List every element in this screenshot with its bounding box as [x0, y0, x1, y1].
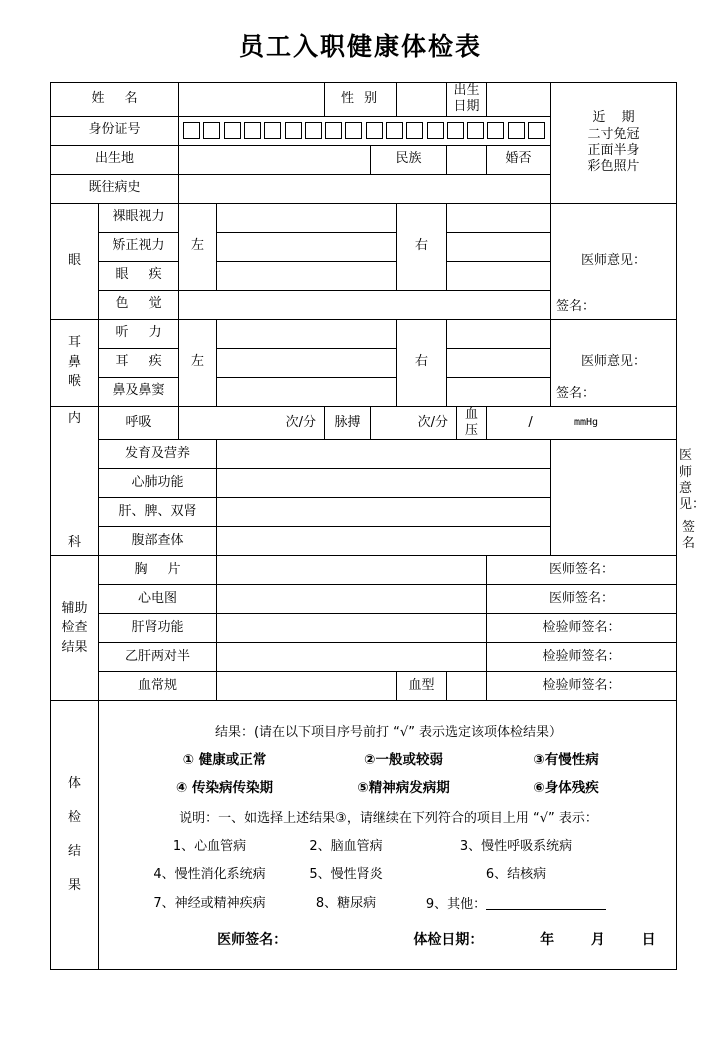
conclusion-signature-row: [101, 932, 674, 950]
respiration-label: 呼吸: [99, 406, 179, 440]
section-label-conclusion: [51, 701, 99, 970]
ent-nose-sinus-right-value[interactable]: [447, 377, 551, 406]
id-digit-box[interactable]: [386, 122, 403, 139]
internal-signature-label: 签名: [682, 519, 696, 551]
disease-option-4[interactable]: 4、慢性消化系统病: [153, 867, 266, 883]
blood-routine-signature[interactable]: 检验师签名：: [487, 672, 677, 701]
ecg-label: 心电图: [99, 585, 217, 614]
medical-history-label: 既往病史: [51, 174, 179, 203]
ent-hearing-left-value[interactable]: [217, 319, 397, 348]
id-digit-box[interactable]: [427, 122, 444, 139]
conclusion-content: [99, 701, 677, 970]
month-label: 月: [590, 931, 605, 948]
eye-color-vision-label: 色 觉: [99, 290, 179, 319]
liver-spleen-kidneys-label: 肝、脾、双肾: [99, 498, 217, 527]
gender-label: 性 别: [325, 83, 397, 117]
id-digit-box[interactable]: [325, 122, 342, 139]
internal-label-top: 内: [67, 410, 81, 426]
conclusion-label-char-3: 结: [67, 844, 81, 859]
cardiopulmonary-label: 心肺功能: [99, 469, 217, 498]
row-abdominal-exam: [51, 527, 677, 556]
ent-label-char-3: 喉: [67, 374, 81, 390]
conclusion-label-char-2: 检: [67, 810, 81, 826]
id-digit-box[interactable]: [487, 122, 504, 139]
ent-nose-sinus-label: 鼻及鼻窦: [99, 377, 179, 406]
disease-option-5[interactable]: 5、慢性肾炎: [309, 867, 383, 883]
row-development-nutrition: [51, 440, 677, 469]
id-digit-box[interactable]: [528, 122, 545, 139]
id-digit-box[interactable]: [183, 122, 200, 139]
disease-option-9-label: 9、其他：: [425, 896, 487, 912]
conclusion-label-char-4: 果: [67, 877, 81, 893]
liver-kidney-function-signature[interactable]: 检验师签名：: [487, 614, 677, 643]
id-digit-box[interactable]: [345, 122, 362, 139]
id-digit-box[interactable]: [264, 122, 281, 139]
id-number-boxes[interactable]: [179, 116, 551, 145]
ent-ear-disease-label: 耳 疾: [99, 348, 179, 377]
ent-doctor-opinion[interactable]: [551, 319, 677, 406]
disease-option-9[interactable]: [416, 896, 616, 913]
row-cardiopulmonary: [51, 469, 677, 498]
id-digit-box[interactable]: [447, 122, 464, 139]
result-option-1[interactable]: ① 健康或正常: [182, 752, 267, 768]
ethnicity-label: 民族: [371, 145, 447, 174]
pulse-unit[interactable]: 次/分: [371, 406, 457, 440]
bp-separator: /: [528, 414, 533, 430]
result-options-row-2: [101, 780, 674, 797]
birthdate-value[interactable]: [487, 83, 551, 117]
row-hepatitis-b-panel: [51, 643, 677, 672]
conclusion-label-char-1: 体: [67, 776, 81, 792]
row-chest-xray: [51, 556, 677, 585]
row-liver-kidney-function: [51, 614, 677, 643]
auxiliary-label-line-1: 辅助: [61, 600, 88, 616]
name-label: 姓 名: [51, 83, 179, 117]
eye-corrected-vision-left-value[interactable]: [217, 232, 397, 261]
photo-line-4: 彩色照片: [587, 159, 640, 174]
id-digit-box[interactable]: [467, 122, 484, 139]
id-digit-box[interactable]: [244, 122, 261, 139]
medical-history-value[interactable]: [179, 174, 551, 203]
auxiliary-label-line-3: 结果: [61, 639, 88, 655]
disease-row-2: [101, 867, 674, 883]
id-digit-box[interactable]: [366, 122, 383, 139]
eye-right-label: 右: [397, 203, 447, 290]
result-option-2[interactable]: ②一般或较弱: [364, 752, 443, 768]
conclusion-note: 说明：一、如选择上述结果③，请继续在下列符合的项目上用 “√” 表示：: [179, 810, 598, 826]
chest-xray-value[interactable]: [217, 556, 487, 585]
respiration-unit[interactable]: 次/分: [179, 406, 325, 440]
photo-line-3: 正面半身: [587, 142, 640, 158]
photo-placeholder: [551, 83, 677, 204]
bp-unit: mmHg: [573, 416, 599, 428]
eye-left-label: 左: [179, 203, 217, 290]
row-ent-hearing: [51, 319, 677, 348]
row-ecg: [51, 585, 677, 614]
eye-disease-label: 眼 疾: [99, 261, 179, 290]
id-digit-box[interactable]: [406, 122, 423, 139]
ent-left-label: 左: [179, 319, 217, 406]
pulse-label: 脉搏: [325, 406, 371, 440]
disease-row-1: [101, 839, 674, 855]
health-exam-table: [50, 82, 706, 970]
ent-opinion-label: 医师意见：: [581, 354, 647, 370]
row-vitals: 内 科 呼吸 次/分 脉搏 次/分 血压 / mmHg 医师意见： 签名: [51, 406, 677, 440]
id-digit-box[interactable]: [285, 122, 302, 139]
photo-line-2: 二寸免冠: [587, 126, 640, 142]
development-nutrition-label: 发育及营养: [99, 440, 217, 469]
cardiopulmonary-value[interactable]: [217, 469, 551, 498]
id-digit-box[interactable]: [203, 122, 220, 139]
liver-spleen-kidneys-value[interactable]: [217, 498, 551, 527]
eye-disease-right-value[interactable]: [447, 261, 551, 290]
blood-routine-label: 血常规: [99, 672, 217, 701]
section-label-ent: [51, 319, 99, 406]
eye-signature-label: 签名：: [556, 299, 596, 315]
blood-type-label: 血型: [397, 672, 447, 701]
row-liver-spleen-kidneys: [51, 498, 677, 527]
result-option-5[interactable]: ⑤精神病发病期: [357, 779, 450, 796]
section-label-eye: [51, 203, 99, 319]
marital-label: 婚否: [487, 145, 551, 174]
ent-ear-disease-left-value[interactable]: [217, 348, 397, 377]
year-label: 年: [540, 931, 555, 948]
id-digit-box[interactable]: [224, 122, 241, 139]
eye-naked-vision-right-value[interactable]: [447, 203, 551, 232]
eye-naked-vision-left-value[interactable]: [217, 203, 397, 232]
id-digit-box[interactable]: [305, 122, 322, 139]
disease-option-6[interactable]: 6、结核病: [485, 867, 547, 883]
disease-option-2[interactable]: 2、脑血管病: [309, 839, 383, 854]
ecg-signature[interactable]: 医师签名：: [487, 585, 677, 614]
disease-option-3[interactable]: 3、慢性呼吸系统病: [459, 839, 573, 854]
eye-opinion-label: 医师意见：: [581, 252, 647, 268]
auxiliary-label-line-2: 检查: [61, 620, 88, 636]
row-conclusion: [51, 701, 677, 970]
birthdate-label: 出生日期: [447, 83, 487, 117]
id-number-label: 身份证号: [51, 116, 179, 145]
disease-option-1[interactable]: 1、心血管病: [172, 839, 247, 854]
internal-label-bottom: 科: [67, 534, 81, 550]
disease-row-3: [101, 896, 674, 913]
gender-value[interactable]: [397, 83, 447, 117]
section-label-auxiliary: [51, 556, 99, 701]
development-nutrition-value[interactable]: [217, 440, 551, 469]
ent-nose-sinus-left-value[interactable]: [217, 377, 397, 406]
section-label-internal: [51, 406, 99, 556]
row-blood-routine: [51, 672, 677, 701]
eye-doctor-opinion[interactable]: [551, 203, 677, 319]
hepatitis-b-panel-signature[interactable]: 检验师签名：: [487, 643, 677, 672]
photo-line-1: 近 期: [592, 110, 641, 126]
result-option-6[interactable]: ⑥身体残疾: [533, 779, 599, 796]
ent-hearing-label: 听 力: [99, 319, 179, 348]
result-option-4[interactable]: ④ 传染病传染期: [175, 779, 274, 796]
disease-option-8[interactable]: 8、糖尿病: [315, 895, 377, 911]
name-value[interactable]: [179, 83, 325, 117]
ecg-value[interactable]: [217, 585, 487, 614]
hepatitis-b-panel-label: 乙肝两对半: [99, 643, 217, 672]
result-options-row-1: [101, 752, 674, 769]
birthplace-value[interactable]: [179, 145, 371, 174]
ent-hearing-right-value[interactable]: [447, 319, 551, 348]
blood-type-value[interactable]: [447, 672, 487, 701]
bp-label: 血压: [457, 406, 487, 440]
birthplace-label: 出生地: [51, 145, 179, 174]
disease-option-7[interactable]: 7、神经或精神疾病: [153, 895, 266, 911]
eye-corrected-vision-label: 矫正视力: [99, 232, 179, 261]
disease-option-9-blank[interactable]: [486, 896, 606, 910]
eye-label-text: 眼: [67, 253, 81, 269]
ent-label-char-2: 鼻: [67, 354, 81, 370]
blood-routine-value[interactable]: [217, 672, 397, 701]
page-title: 员工入职健康体检表: [238, 32, 482, 61]
ethnicity-value[interactable]: [447, 145, 487, 174]
result-option-3[interactable]: ③有慢性病: [533, 752, 599, 768]
ent-label-char-1: 耳: [67, 335, 81, 351]
day-label: 日: [641, 931, 656, 948]
abdominal-exam-label: 腹部查体: [99, 527, 217, 556]
row-eye-naked-vision: [51, 203, 677, 232]
abdominal-exam-value[interactable]: [217, 527, 551, 556]
eye-corrected-vision-right-value[interactable]: [447, 232, 551, 261]
bp-value-cell[interactable]: [487, 406, 677, 440]
result-prompt: 结果：(请在以下项目序号前打 “√” 表示选定该项体检结果）: [214, 724, 563, 740]
liver-kidney-function-label: 肝肾功能: [99, 614, 217, 643]
liver-kidney-function-value[interactable]: [217, 614, 487, 643]
chest-xray-label: 胸 片: [99, 556, 217, 585]
chest-xray-signature[interactable]: 医师签名：: [487, 556, 677, 585]
exam-date-label: 体检日期：: [413, 931, 484, 948]
ent-ear-disease-right-value[interactable]: [447, 348, 551, 377]
eye-color-vision-value[interactable]: [179, 290, 551, 319]
hepatitis-b-panel-value[interactable]: [217, 643, 487, 672]
row-name: [51, 83, 677, 117]
ent-right-label: 右: [397, 319, 447, 406]
eye-disease-left-value[interactable]: [217, 261, 397, 290]
doctor-signature-label[interactable]: 医师签名：: [217, 931, 288, 948]
id-digit-box[interactable]: [508, 122, 525, 139]
eye-naked-vision-label: 裸眼视力: [99, 203, 179, 232]
ent-signature-label: 签名：: [556, 386, 596, 402]
